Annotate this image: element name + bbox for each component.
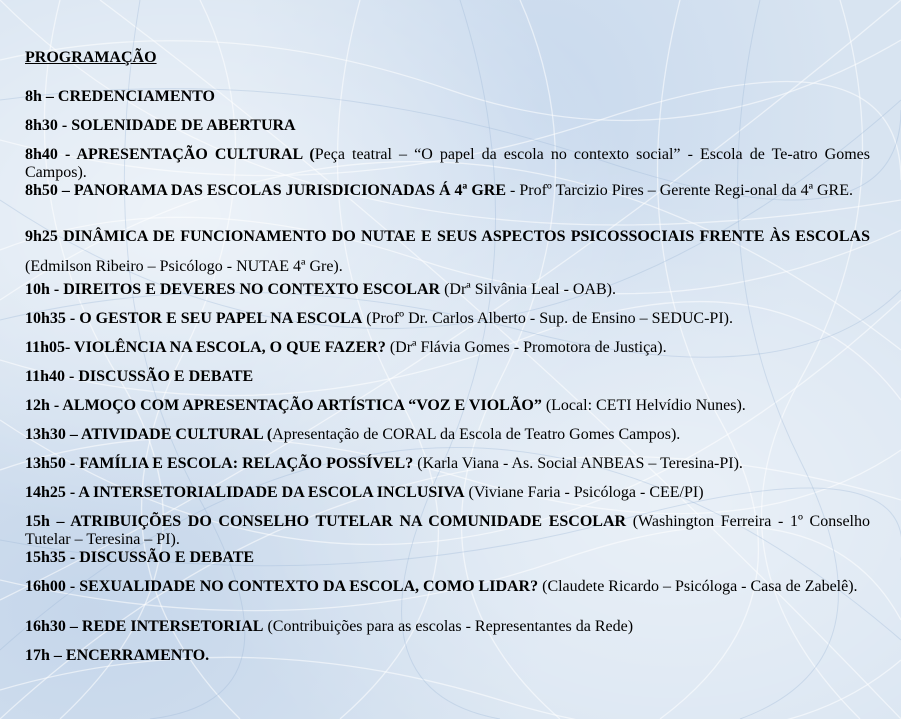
- schedule-item: [25, 281, 870, 299]
- item-title: 13h30 – ATIVIDADE CULTURAL (: [25, 426, 273, 443]
- item-detail: (Claudete Ricardo – Psicóloga - Casa de Zabelê).: [538, 578, 858, 595]
- item-detail: (Drª Flávia Gomes - Promotora de Justiça).: [385, 339, 667, 356]
- item-title: 16h00 - SEXUALIDADE NO CONTEXTO DA ESCOLA, COMO LIDAR?: [25, 578, 539, 595]
- item-title: 10h35 - O GESTOR E SEU PAPEL NA ESCOLA: [25, 310, 363, 327]
- item-title: 11h05- VIOLÊNCIA NA ESCOLA, O QUE FAZER?: [25, 339, 386, 356]
- schedule-item: [25, 146, 870, 182]
- item-title: 14h25 - A INTERSETORIALIDADE DA ESCOLA INCLUSIVA: [25, 484, 465, 501]
- item-title: 10h - DIREITOS E DEVERES NO CONTEXTO ESCOLAR: [25, 281, 441, 298]
- item-detail: (Viviane Faria - Psicóloga - CEE/PI): [464, 484, 704, 501]
- schedule-item: [25, 618, 870, 636]
- item-detail: (Karla Viana - As. Social ANBEAS – Teresina-PI).: [413, 455, 743, 472]
- schedule-item: [25, 513, 870, 549]
- schedule-item: [25, 484, 870, 502]
- page-title: PROGRAMAÇÃO: [25, 49, 157, 66]
- item-title: 8h – CREDENCIAMENTO: [25, 88, 215, 105]
- schedule-item: [25, 397, 870, 415]
- item-title: 12h - ALMOÇO COM APRESENTAÇÃO ARTÍSTICA “VOZ E VIOLÃO”: [25, 397, 542, 414]
- schedule-item: [25, 88, 870, 106]
- item-title: 16h30 – REDE INTERSETORIAL: [25, 618, 264, 635]
- item-detail: (Drª Silvânia Leal - OAB).: [440, 281, 616, 298]
- item-detail: (Local: CETI Helvídio Nunes).: [541, 397, 746, 414]
- item-title: 17h – ENCERRAMENTO.: [25, 647, 210, 664]
- item-detail: - Profº Tarcizio Pires – Gerente Regi-onal da 4ª GRE.: [506, 182, 853, 199]
- item-title: 8h40 - APRESENTAÇÃO CULTURAL (: [25, 146, 315, 163]
- item-title: 8h50 – PANORAMA DAS ESCOLAS JURISDICIONADAS Á 4ª GRE: [25, 182, 507, 199]
- schedule-item: [25, 549, 870, 567]
- schedule-item: [25, 222, 870, 282]
- schedule-item: [25, 310, 870, 328]
- item-title: 15h35 - DISCUSSÃO E DEBATE: [25, 549, 255, 566]
- schedule-item: [25, 182, 870, 200]
- item-title: 11h40 - DISCUSSÃO E DEBATE: [25, 368, 254, 385]
- item-detail: (Profº Dr. Carlos Alberto - Sup. de Ensino – SEDUC-PI).: [362, 310, 733, 327]
- item-title: 9h25 DINÂMICA DE FUNCIONAMENTO DO NUTAE E SEUS ASPECTOS PSICOSSOCIAIS FRENTE ÀS ESCOLAS: [25, 228, 870, 245]
- schedule-item: [25, 117, 870, 135]
- item-title: 13h50 - FAMÍLIA E ESCOLA: RELAÇÃO POSSÍVEL?: [25, 455, 414, 472]
- schedule-item: [25, 647, 870, 665]
- item-detail: (Contribuições para as escolas - Representantes da Rede): [263, 618, 634, 635]
- item-title: 15h – ATRIBUIÇÕES DO CONSELHO TUTELAR NA COMUNIDADE ESCOLAR: [25, 513, 627, 530]
- item-title: 8h30 - SOLENIDADE DE ABERTURA: [25, 117, 296, 134]
- item-detail: (Washington Ferreira - 1º Conselho Tutelar – Teresina – PI).: [25, 513, 871, 548]
- schedule-item: [25, 426, 870, 444]
- item-detail: Apresentação de CORAL da Escola de Teatro Gomes Campos).: [272, 426, 681, 443]
- schedule-item: [25, 339, 870, 357]
- item-detail: (Edmilson Ribeiro – Psicólogo - NUTAE 4ª Gre).: [25, 258, 343, 275]
- item-detail: Peça teatral – “O papel da escola no contexto social” - Escola de Te-atro Gomes Campos).: [25, 146, 870, 181]
- schedule-item: [25, 368, 870, 386]
- schedule-item: [25, 578, 870, 596]
- schedule-item: [25, 455, 870, 473]
